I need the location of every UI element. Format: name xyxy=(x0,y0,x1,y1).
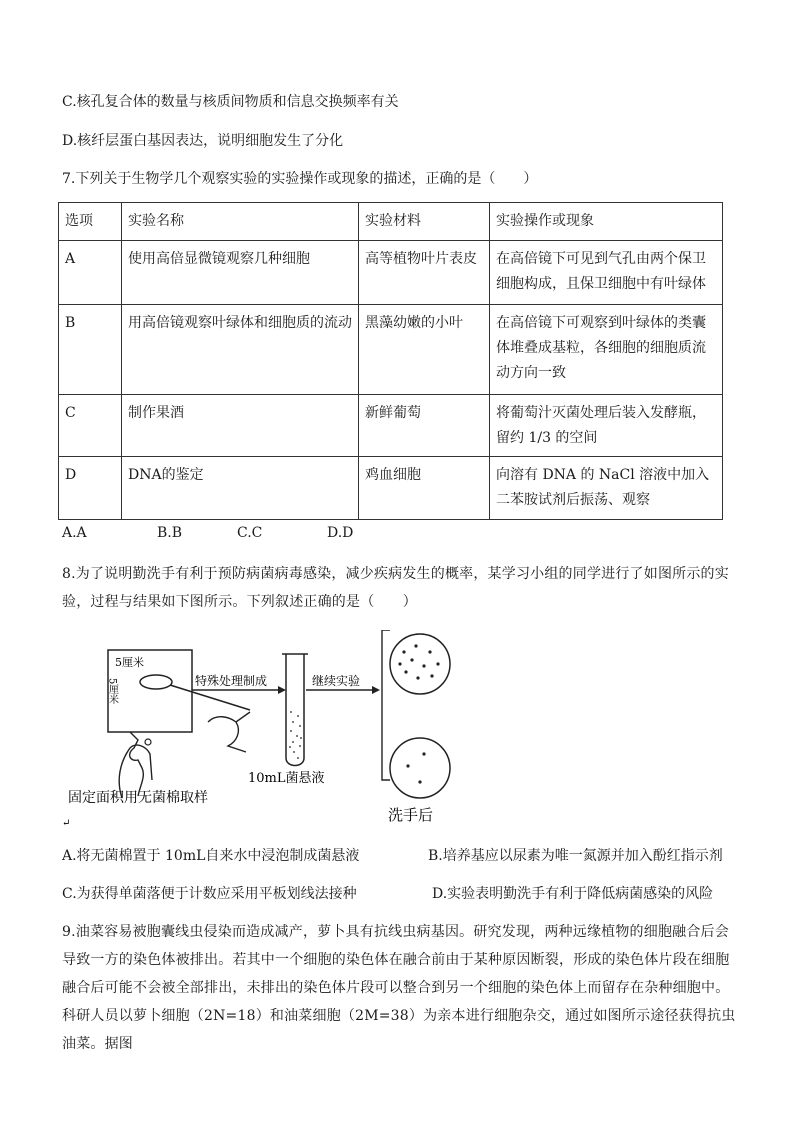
question-9-stem: 9.油菜容易被胞囊线虫侵染而造成减产，萝卜具有抗线虫病基因。研究发现，两种远缘植物的细胞融合后会导致一方的染色体被排出。若其中一个细胞的染色体在融合前由于某种原因断裂，形成的染色体片段在细胞融合后可能不会被全部排出，未排出的染色体片段可以整合到另一个细胞的染色体上而留存在杂种细胞中。科研人员以萝卜细胞（2N=18）和油菜细胞（2M=38）为亲本进行细胞杂交，通过如图所示途径获得抗虫油菜。据图 xyxy=(62,924,736,1052)
option-a: A.A xyxy=(62,525,87,541)
table-cell: 在高倍镜下可见到气孔由两个保卫细胞构成，且保卫细胞中有叶绿体 xyxy=(490,241,723,305)
option-c: C.C xyxy=(237,525,263,541)
option-d-q6: D.核纤层蛋白基因表达，说明细胞发生了分化 xyxy=(62,133,344,149)
table-row xyxy=(59,395,723,457)
table-row xyxy=(59,457,723,520)
table-cell: 黑藻幼嫩的小叶 xyxy=(359,305,490,395)
table-cell: C xyxy=(59,395,122,457)
table-row xyxy=(59,241,723,305)
square-top-label: 5厘米 xyxy=(115,656,144,669)
table-cell: 在高倍镜下可观察到叶绿体的类囊体堆叠成基粒，各细胞的细胞质流动方向一致 xyxy=(490,305,723,395)
table-cell: D xyxy=(59,457,122,520)
table-header-cell: 选项 xyxy=(59,203,122,241)
table-header-cell: 实验材料 xyxy=(359,203,490,241)
petri-dish-after-icon xyxy=(390,738,450,798)
after-washing-label: 洗手后 xyxy=(388,806,434,824)
hand-left-icon xyxy=(130,732,144,796)
q8-option-b: B.培养基应以尿素为唯一氮源并加入酚红指示剂 xyxy=(428,848,723,864)
table-header-cell: 实验名称 xyxy=(122,203,359,241)
table-cell: 用高倍镜观察叶绿体和细胞质的流动 xyxy=(122,305,359,395)
q8-option-c: C.为获得单菌落便于计数应采用平板划线法接种 xyxy=(62,886,357,902)
paragraph-mark: ↵ xyxy=(62,818,71,829)
cotton-swab-head xyxy=(140,675,172,689)
option-d: D.D xyxy=(327,525,354,541)
test-tube-icon xyxy=(286,654,304,766)
tube-label: 10mL菌悬液 xyxy=(248,771,325,786)
hand-washing-experiment-figure xyxy=(60,630,480,830)
question-7-stem: 7.下列关于生物学几个观察实验的实验操作或现象的描述，正确的是（ ） xyxy=(62,171,538,187)
table-cell: DNA的鉴定 xyxy=(122,457,359,520)
sampling-label: 固定面积用无菌棉取样 xyxy=(68,790,208,806)
question-8-stem: 8.为了说明勤洗手有利于预防病菌病毒感染，减少疾病发生的概率，某学习小组的同学进行了如图所示的实验，过程与结果如下图所示。下列叙述正确的是（ ） xyxy=(62,566,729,610)
table-cell: B xyxy=(59,305,122,395)
table-header-cell: 实验操作或现象 xyxy=(490,203,723,241)
table-cell: 鸡血细胞 xyxy=(359,457,490,520)
table-cell: 使用高倍显微镜观察几种细胞 xyxy=(122,241,359,305)
table-cell: 将葡萄汁灭菌处理后装入发酵瓶，留约 1/3 的空间 xyxy=(490,395,723,457)
table-cell: 制作果酒 xyxy=(122,395,359,457)
bacteria-suspension-dots xyxy=(289,711,302,759)
q8-option-a: A.将无菌棉置于 10mL自来水中浸泡制成菌悬液 xyxy=(62,848,360,864)
q8-option-d: D.实验表明勤洗手有利于降低病菌感染的风险 xyxy=(432,886,714,902)
table-cell: 新鲜葡萄 xyxy=(359,395,490,457)
arrow-1-label: 特殊处理制成 xyxy=(195,674,268,688)
arrow-2-label: 继续实验 xyxy=(312,674,361,688)
question-7-options xyxy=(62,523,353,543)
result-bracket xyxy=(382,630,390,780)
hand-right-icon xyxy=(208,712,250,752)
experiment-table xyxy=(58,202,723,520)
table-cell: 向溶有 DNA 的 NaCl 溶液中加入二苯胺试剂后振荡、观察 xyxy=(490,457,723,520)
table-row xyxy=(59,305,723,395)
square-side-label: 5厘米 xyxy=(106,678,118,705)
table-cell: 高等植物叶片表皮 xyxy=(359,241,490,305)
table-cell: A xyxy=(59,241,122,305)
option-c-q6: C.核孔复合体的数量与核质间物质和信息交换频率有关 xyxy=(62,94,399,110)
option-b: B.B xyxy=(157,525,183,541)
colonies-before xyxy=(398,644,439,679)
table-header-row xyxy=(59,203,723,241)
colonies-after xyxy=(406,752,425,783)
cotton-swab-stick xyxy=(170,685,250,710)
